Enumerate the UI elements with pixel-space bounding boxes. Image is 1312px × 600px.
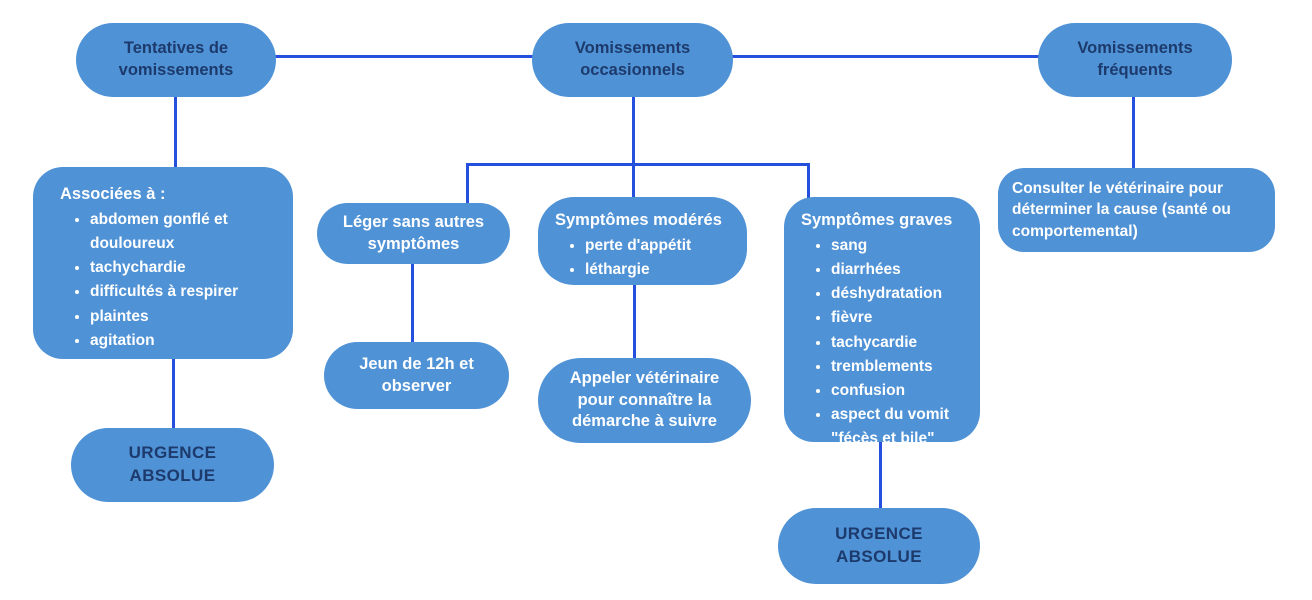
node-symptomes-moderes <box>538 197 747 285</box>
connector-branch-to-leger <box>466 163 469 204</box>
node-consulter-veterinaire <box>998 168 1275 252</box>
node-tentatives-de-vomissements <box>76 23 276 97</box>
node-vomissements-frequents <box>1038 23 1232 97</box>
symptom-item: • confusion <box>831 379 976 403</box>
symptom-item: • perte d'appétit <box>585 234 741 258</box>
connector-occasionnels-down <box>632 96 635 164</box>
symptom-item: • tachycardie <box>831 331 976 355</box>
node-label: Vomissements occasionnels <box>574 39 691 79</box>
symptom-item: • plaintes <box>90 305 285 329</box>
list-heading: Symptômes graves <box>801 211 953 229</box>
symptom-item: • tremblements <box>831 355 976 379</box>
connector-moderes-to-appeler <box>633 284 636 359</box>
symptom-item: • difficultés à respirer <box>90 280 285 304</box>
symptom-list <box>801 234 976 450</box>
urgence-line: ABSOLUE <box>836 547 922 566</box>
symptom-list <box>555 234 741 282</box>
symptom-item: • fièvre <box>831 306 976 330</box>
node-jeun-12h-observer <box>324 342 509 409</box>
node-appeler-veterinaire <box>538 358 751 443</box>
connector-branch-to-moderes <box>632 163 635 200</box>
symptom-item: • léthargie <box>585 258 741 282</box>
symptom-item: • diarrhées <box>831 258 976 282</box>
node-symptomes-graves <box>784 197 980 447</box>
urgence-line: URGENCE <box>128 443 217 463</box>
node-label: Vomissements fréquents <box>1077 39 1193 79</box>
list-heading: Associées à : <box>60 185 166 203</box>
node-associees-symptomes <box>33 167 293 359</box>
connector-branch-horizontal <box>466 163 810 166</box>
node-urgence-absolue-right <box>778 508 980 584</box>
symptom-list <box>60 208 285 352</box>
connector-frequents-down <box>1132 96 1135 169</box>
symptom-item: • abdomen gonflé et douloureux <box>90 208 285 256</box>
node-label: Tentatives de vomissements <box>118 39 234 79</box>
list-heading: Symptômes modérés <box>555 211 722 229</box>
symptom-item: • déshydratation <box>831 282 976 306</box>
urgence-line: URGENCE <box>835 524 923 544</box>
node-label: Léger sans autres symptômes <box>342 212 485 253</box>
symptom-item: • agitation <box>90 329 285 353</box>
connector-branch-to-graves <box>807 163 810 200</box>
node-urgence-absolue-left <box>71 428 274 502</box>
symptom-item: • sang <box>831 234 976 258</box>
connector-top-right <box>732 55 1039 58</box>
connector-associees-to-urgence <box>172 358 175 429</box>
node-label: Jeun de 12h et observer <box>359 354 474 395</box>
connector-tentatives-down <box>174 96 177 167</box>
connector-leger-to-jeun <box>411 263 414 343</box>
symptom-item: • aspect du vomit "fécès et bile" <box>831 403 976 451</box>
node-label: Appeler vétérinaire pour connaître la démarche à suivre <box>569 368 720 431</box>
node-vomissements-occasionnels <box>532 23 733 97</box>
connector-top-left <box>274 55 533 58</box>
node-label: Consulter le vétérinaire pour déterminer la cause (santé ou comportemental) <box>1012 179 1231 240</box>
node-leger-sans-autres-symptomes <box>317 203 510 264</box>
symptom-item: • tachychardie <box>90 256 285 280</box>
urgence-line: ABSOLUE <box>129 466 216 485</box>
